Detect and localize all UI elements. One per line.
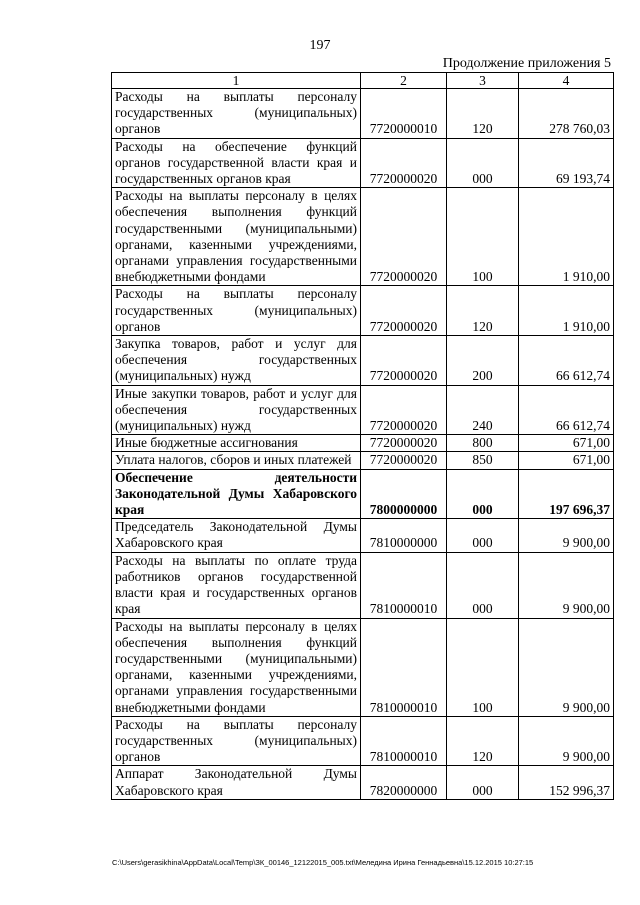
row-code-cell: 7800000000	[361, 469, 447, 519]
row-kind-cell: 000	[447, 138, 519, 188]
row-amount-cell: 9 900,00	[519, 618, 614, 716]
column-header-1: 1	[112, 73, 361, 89]
row-amount-cell: 9 900,00	[519, 716, 614, 766]
row-kind-cell: 850	[447, 452, 519, 469]
column-header-4: 4	[519, 73, 614, 89]
row-kind-cell: 800	[447, 435, 519, 452]
row-name-cell: Уплата налогов, сборов и иных платежей	[112, 452, 361, 469]
table-row	[112, 336, 614, 386]
row-code-cell: 7810000000	[361, 519, 447, 552]
table-row	[112, 469, 614, 519]
row-name-cell: Председатель Законодательной Думы Хабаровского края	[112, 519, 361, 552]
row-kind-cell: 000	[447, 469, 519, 519]
row-amount-cell: 1 910,00	[519, 286, 614, 336]
row-amount-cell: 278 760,03	[519, 89, 614, 139]
row-kind-cell: 100	[447, 188, 519, 286]
row-code-cell: 7720000020	[361, 138, 447, 188]
table-row	[112, 618, 614, 716]
row-name-cell: Расходы на выплаты персоналу государственных (муниципальных) органов	[112, 89, 361, 139]
row-code-cell: 7820000000	[361, 766, 447, 799]
row-kind-cell: 120	[447, 286, 519, 336]
table-row	[112, 716, 614, 766]
row-code-cell: 7810000010	[361, 552, 447, 618]
row-name-cell: Закупка товаров, работ и услуг для обеспечения государственных (муниципальных) нужд	[112, 336, 361, 386]
row-kind-cell: 240	[447, 385, 519, 435]
row-amount-cell: 197 696,37	[519, 469, 614, 519]
row-code-cell: 7720000020	[361, 336, 447, 386]
table-row	[112, 138, 614, 188]
row-code-cell: 7720000020	[361, 188, 447, 286]
row-amount-cell: 69 193,74	[519, 138, 614, 188]
budget-table	[111, 72, 614, 800]
file-path-footer: C:\Users\gerasikhina\AppData\Local\Temp\ЗК_00146_12122015_005.txt\Меледина Ирина Геннадьевна\15.12.2015 10:27:15	[112, 858, 534, 867]
table-row	[112, 385, 614, 435]
table-header-row	[112, 73, 614, 89]
table-row	[112, 89, 614, 139]
row-amount-cell: 9 900,00	[519, 552, 614, 618]
row-name-cell: Расходы на обеспечение функций органов государственной власти края и государственных органов края	[112, 138, 361, 188]
page-number: 197	[309, 38, 331, 53]
row-name-cell: Аппарат Законодательной Думы Хабаровского края	[112, 766, 361, 799]
row-amount-cell: 152 996,37	[519, 766, 614, 799]
column-header-3: 3	[447, 73, 519, 89]
row-kind-cell: 000	[447, 766, 519, 799]
row-name-cell: Иные закупки товаров, работ и услуг для обеспечения государственных (муниципальных) нужд	[112, 385, 361, 435]
row-code-cell: 7720000020	[361, 286, 447, 336]
row-amount-cell: 66 612,74	[519, 385, 614, 435]
row-code-cell: 7720000020	[361, 385, 447, 435]
row-amount-cell: 9 900,00	[519, 519, 614, 552]
row-kind-cell: 120	[447, 89, 519, 139]
row-name-cell: Расходы на выплаты персоналу в целях обеспечения выполнения функций государственными (муниципальными) органами, казенными учреждениями, органами управления государственными внебюджетными фондами	[112, 618, 361, 716]
row-code-cell: 7720000020	[361, 435, 447, 452]
row-amount-cell: 1 910,00	[519, 188, 614, 286]
row-kind-cell: 000	[447, 552, 519, 618]
row-kind-cell: 100	[447, 618, 519, 716]
continuation-label: Продолжение приложения 5	[442, 56, 611, 71]
table-row	[112, 519, 614, 552]
row-name-cell: Иные бюджетные ассигнования	[112, 435, 361, 452]
row-amount-cell: 671,00	[519, 435, 614, 452]
table-row	[112, 286, 614, 336]
row-kind-cell: 000	[447, 519, 519, 552]
row-name-cell: Расходы на выплаты персоналу государственных (муниципальных) органов	[112, 716, 361, 766]
table-row	[112, 552, 614, 618]
row-name-cell: Расходы на выплаты персоналу в целях обеспечения выполнения функций государственными (муниципальными) органами, казенными учреждениями, органами управления государственными внебюджетными фондами	[112, 188, 361, 286]
column-header-2: 2	[361, 73, 447, 89]
table-row	[112, 452, 614, 469]
row-code-cell: 7810000010	[361, 618, 447, 716]
table-row	[112, 188, 614, 286]
row-name-cell: Расходы на выплаты персоналу государственных (муниципальных) органов	[112, 286, 361, 336]
row-code-cell: 7720000010	[361, 89, 447, 139]
row-name-cell: Расходы на выплаты по оплате труда работников органов государственной власти края и государственных органов края	[112, 552, 361, 618]
row-amount-cell: 671,00	[519, 452, 614, 469]
table-row	[112, 766, 614, 799]
row-kind-cell: 200	[447, 336, 519, 386]
row-name-cell: Обеспечение деятельности Законодательной Думы Хабаровского края	[112, 469, 361, 519]
row-amount-cell: 66 612,74	[519, 336, 614, 386]
row-code-cell: 7720000020	[361, 452, 447, 469]
row-kind-cell: 120	[447, 716, 519, 766]
row-code-cell: 7810000010	[361, 716, 447, 766]
table-row	[112, 435, 614, 452]
